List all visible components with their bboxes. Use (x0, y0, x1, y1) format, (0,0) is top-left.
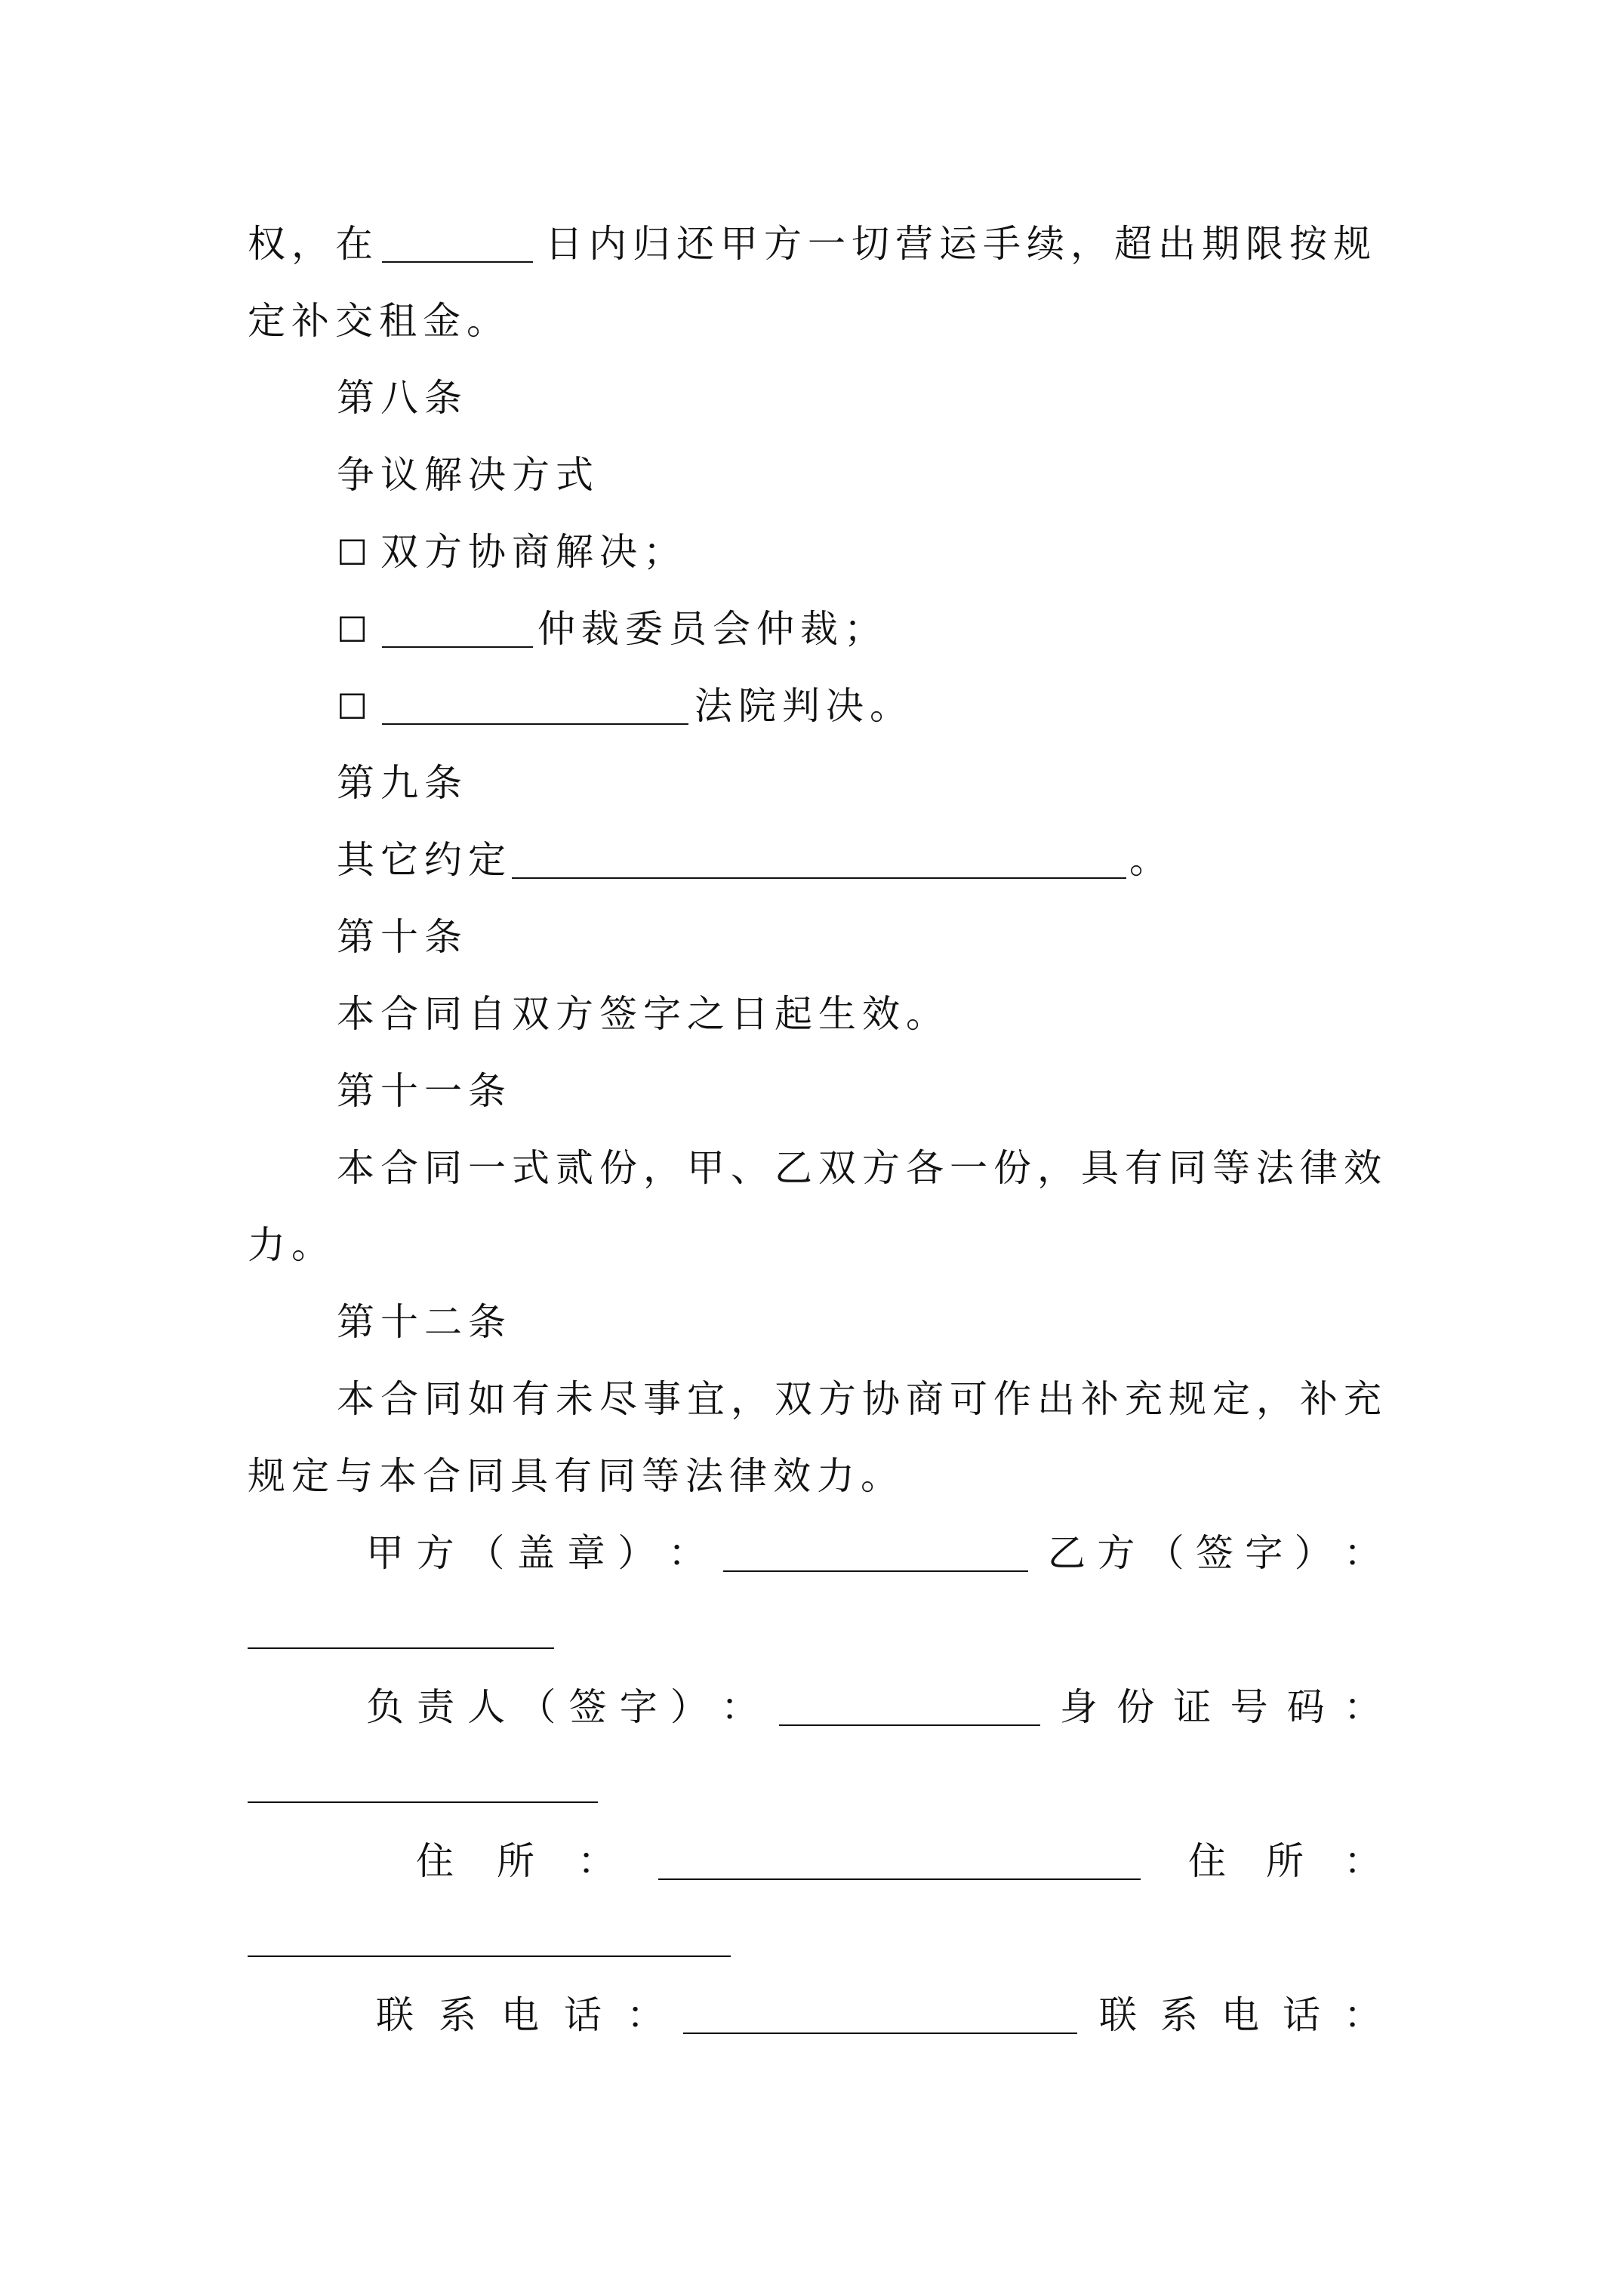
other-terms-label: 其它约定 (337, 838, 512, 882)
court-name-blank (382, 723, 688, 725)
party-b-signature-label: 乙 方 （ 签 字 ） ： (1048, 1531, 1381, 1575)
party-b-id-label: 身 份 证 号 码 ： (1060, 1685, 1381, 1729)
signature-row-rep-cont (248, 1746, 1387, 1823)
signature-row-address-cont (248, 1900, 1387, 1977)
party-a-seal-label: 甲 方 （ 盖 章 ） ： (366, 1531, 706, 1575)
clause8-title: 争议解决方式 (337, 453, 599, 497)
party-a-phone-label: 联 系 电 话 ： (376, 1993, 664, 2037)
option-arbitration (248, 590, 1387, 667)
checkbox-icon: ☐ (337, 686, 368, 727)
checkbox-icon: ☐ (337, 609, 368, 650)
clause10-heading: 第十条 (337, 915, 468, 959)
contract-page (248, 205, 1387, 2054)
party-b-id-blank (248, 1801, 598, 1803)
party-b-address-blank (248, 1955, 731, 1957)
clause9-other-terms (248, 821, 1387, 898)
clause11-text-line1: 本合同一式贰份，甲、乙双方各一份，具有同等法律效 (337, 1146, 1387, 1190)
clause7-line1 (248, 205, 1387, 282)
signature-row-parties (248, 1515, 1387, 1592)
party-b-signature-blank (248, 1647, 554, 1649)
clause12-text-line1: 本合同如有未尽事宜，双方协商可作出补充规定，补充 (337, 1377, 1387, 1421)
signature-row-rep (248, 1669, 1387, 1746)
arbitration-commission-blank (382, 646, 533, 648)
signature-row-parties-cont (248, 1592, 1387, 1669)
option-negotiation (248, 513, 1387, 590)
clause7-line2: 定补交租金。 (248, 299, 510, 343)
party-a-address-label: 住 所 ： (416, 1839, 615, 1883)
clause12-text-line2: 规定与本合同具有同等法律效力。 (248, 1454, 904, 1498)
party-b-phone-label: 联 系 电 话 ： (1099, 1993, 1381, 2037)
party-a-seal-blank (723, 1570, 1028, 1572)
option-court (248, 667, 1387, 744)
signature-block (248, 1515, 1387, 2054)
clause12-heading: 第十二条 (337, 1300, 512, 1344)
option-negotiation-label: 双方协商解决； (380, 530, 687, 574)
signature-row-phone (248, 1977, 1387, 2054)
clause10-text: 本合同自双方签字之日起生效。 (337, 992, 950, 1036)
party-a-phone-blank (683, 2032, 1077, 2034)
clause11-heading: 第十一条 (337, 1069, 512, 1113)
clause9-heading: 第九条 (337, 761, 468, 805)
signature-row-address (248, 1823, 1387, 1900)
party-b-address-label: 住 所 ： (1188, 1839, 1381, 1883)
other-terms-period: 。 (1129, 838, 1173, 882)
clause7-text-before: 权，在 (248, 222, 379, 266)
checkbox-icon: ☐ (337, 532, 368, 573)
clause8-heading: 第八条 (337, 376, 468, 420)
clause11-text-line2: 力。 (248, 1223, 335, 1267)
party-a-rep-blank (779, 1724, 1040, 1726)
party-a-rep-label: 负 责 人 （ 签 字 ） ： (366, 1685, 759, 1729)
return-days-blank (382, 260, 533, 263)
clause7-text-after: 日内归还甲方一切营运手续，超出期限按规 (545, 222, 1377, 266)
option-court-label: 法院判决。 (694, 684, 913, 728)
party-a-address-blank (658, 1878, 1141, 1880)
option-arbitration-label: 仲裁委员会仲裁； (537, 607, 888, 651)
other-terms-blank (512, 877, 1126, 879)
